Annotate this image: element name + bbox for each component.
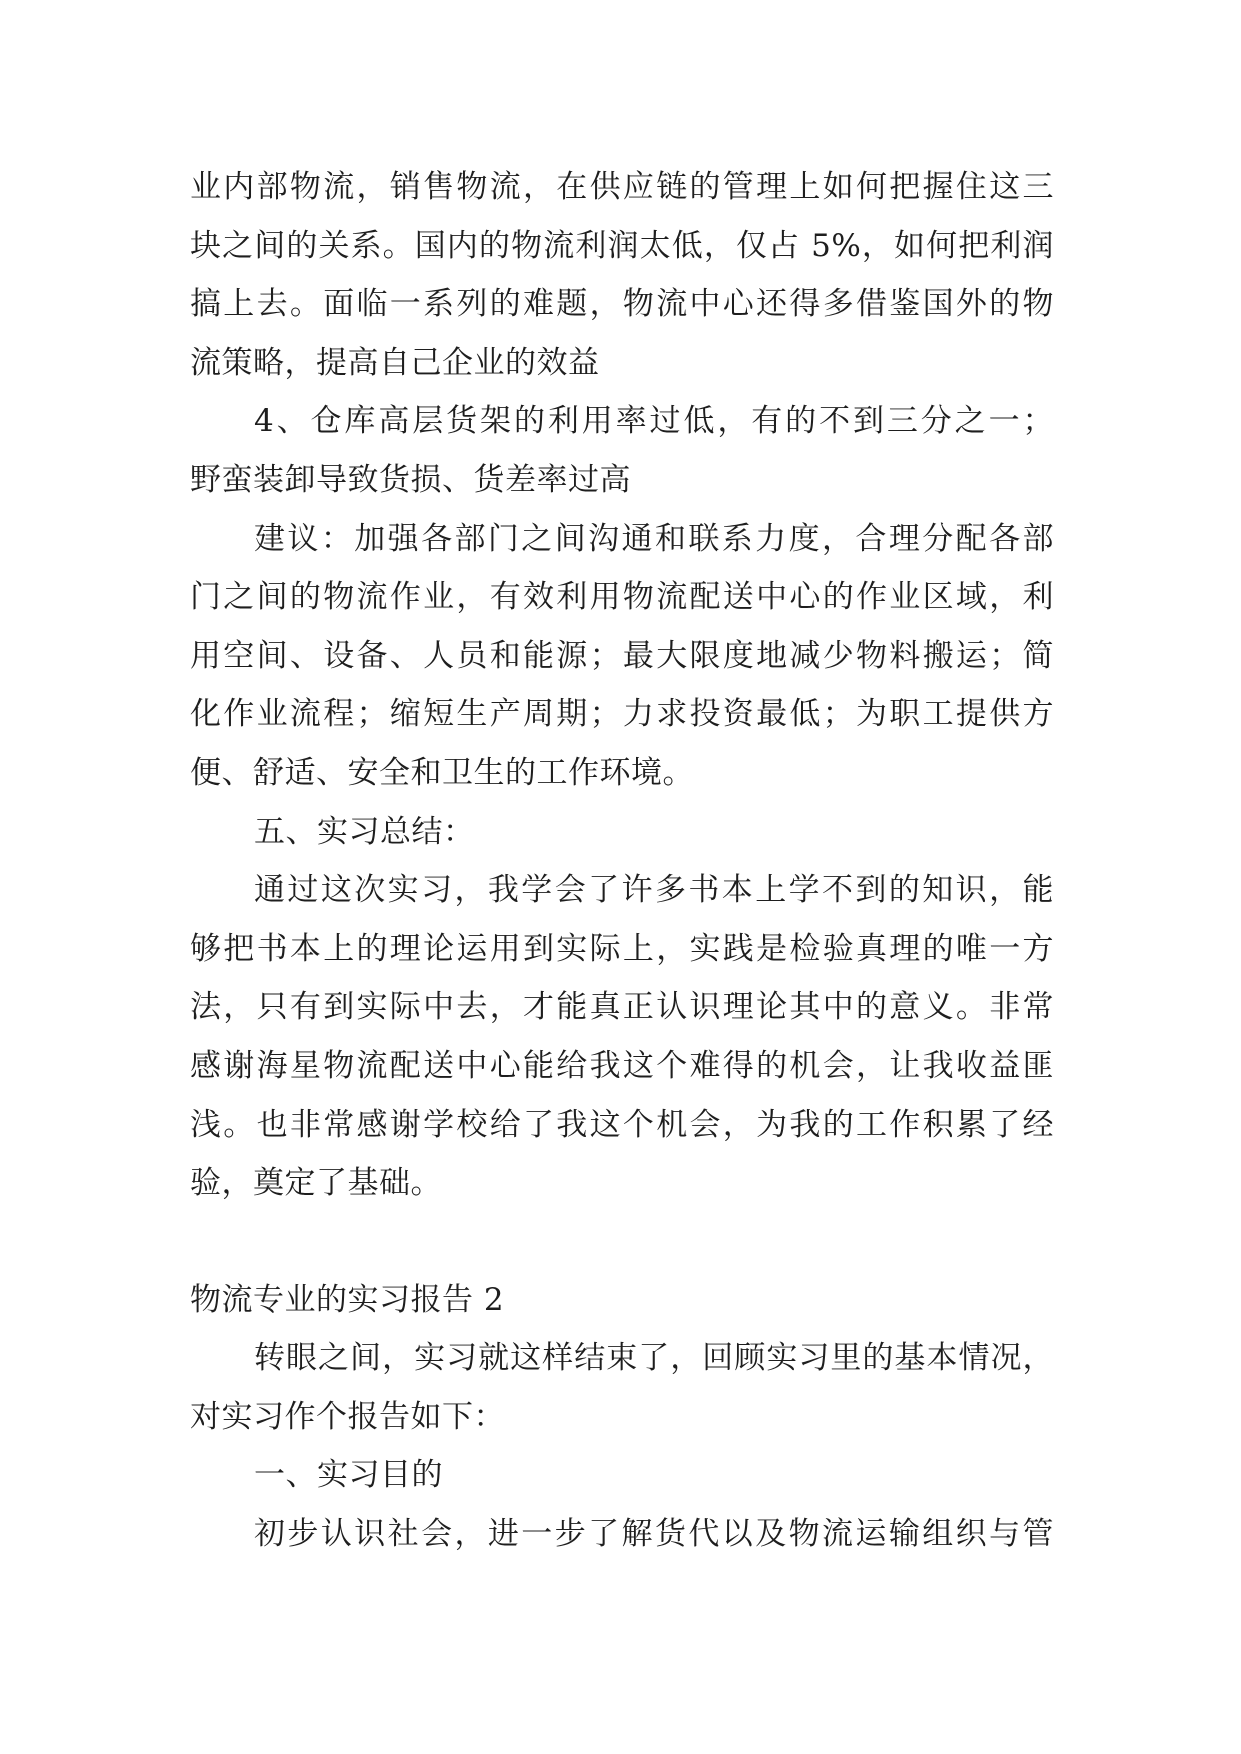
- document-body: [190, 158, 1054, 1564]
- report-2-title: [190, 1271, 1054, 1330]
- text-line: 验，奠定了基础。: [190, 1165, 442, 1202]
- text-line: 搞上去。面临一系列的难题，物流中心还得多借鉴国外的物: [190, 286, 1054, 323]
- section-heading: 五、实习总结：: [254, 813, 475, 850]
- paragraph-item-4: [190, 392, 1054, 509]
- text-line: 用空间、设备、人员和能源；最大限度地减少物料搬运；简: [190, 637, 1054, 674]
- text-line: 化作业流程；缩短生产周期；力求投资最低；为职工提供方: [190, 696, 1054, 733]
- heading-purpose: [190, 1446, 1054, 1505]
- paragraph-summary: [190, 861, 1054, 1213]
- text-line: 门之间的物流作业，有效利用物流配送中心的作业区域，利: [190, 579, 1054, 616]
- text-line: 浅。也非常感谢学校给了我这个机会，为我的工作积累了经: [190, 1106, 1054, 1143]
- text-line: 块之间的关系。国内的物流利润太低，仅占 5%，如何把利润: [190, 227, 1054, 264]
- text-line: 野蛮装卸导致货损、货差率过高: [190, 461, 631, 498]
- paragraph-suggestion: [190, 510, 1054, 803]
- text-line: 业内部物流，销售物流，在供应链的管理上如何把握住这三: [190, 169, 1054, 205]
- paragraph-purpose: [190, 1505, 1054, 1564]
- document-title: 物流专业的实习报告 2: [190, 1281, 505, 1318]
- text-line: 初步认识社会，进一步了解货代以及物流运输组织与管: [254, 1516, 1054, 1553]
- text-line: 便、舒适、安全和卫生的工作环境。: [190, 754, 694, 791]
- text-line: 对实习作个报告如下：: [190, 1398, 505, 1435]
- text-line: 转眼之间，实习就这样结束了，回顾实习里的基本情况，: [254, 1340, 1054, 1377]
- heading-summary: [190, 803, 1054, 862]
- text-line: 够把书本上的理论运用到实际上，实践是检验真理的唯一方: [190, 930, 1054, 967]
- text-line: 通过这次实习，我学会了许多书本上学不到的知识，能: [254, 872, 1054, 909]
- text-line: 法，只有到实际中去，才能真正认识理论其中的意义。非常: [190, 989, 1054, 1026]
- text-line: 建议：加强各部门之间沟通和联系力度，合理分配各部: [254, 520, 1054, 557]
- text-line: 感谢海星物流配送中心能给我这个难得的机会，让我收益匪: [190, 1047, 1054, 1084]
- text-line: 流策略，提高自己企业的效益: [190, 344, 600, 381]
- paragraph-report-2-intro: [190, 1329, 1054, 1446]
- section-heading: 一、实习目的: [254, 1457, 443, 1494]
- paragraph-supply-chain: [190, 158, 1054, 392]
- text-line: 4、仓库高层货架的利用率过低，有的不到三分之一；: [254, 403, 1054, 440]
